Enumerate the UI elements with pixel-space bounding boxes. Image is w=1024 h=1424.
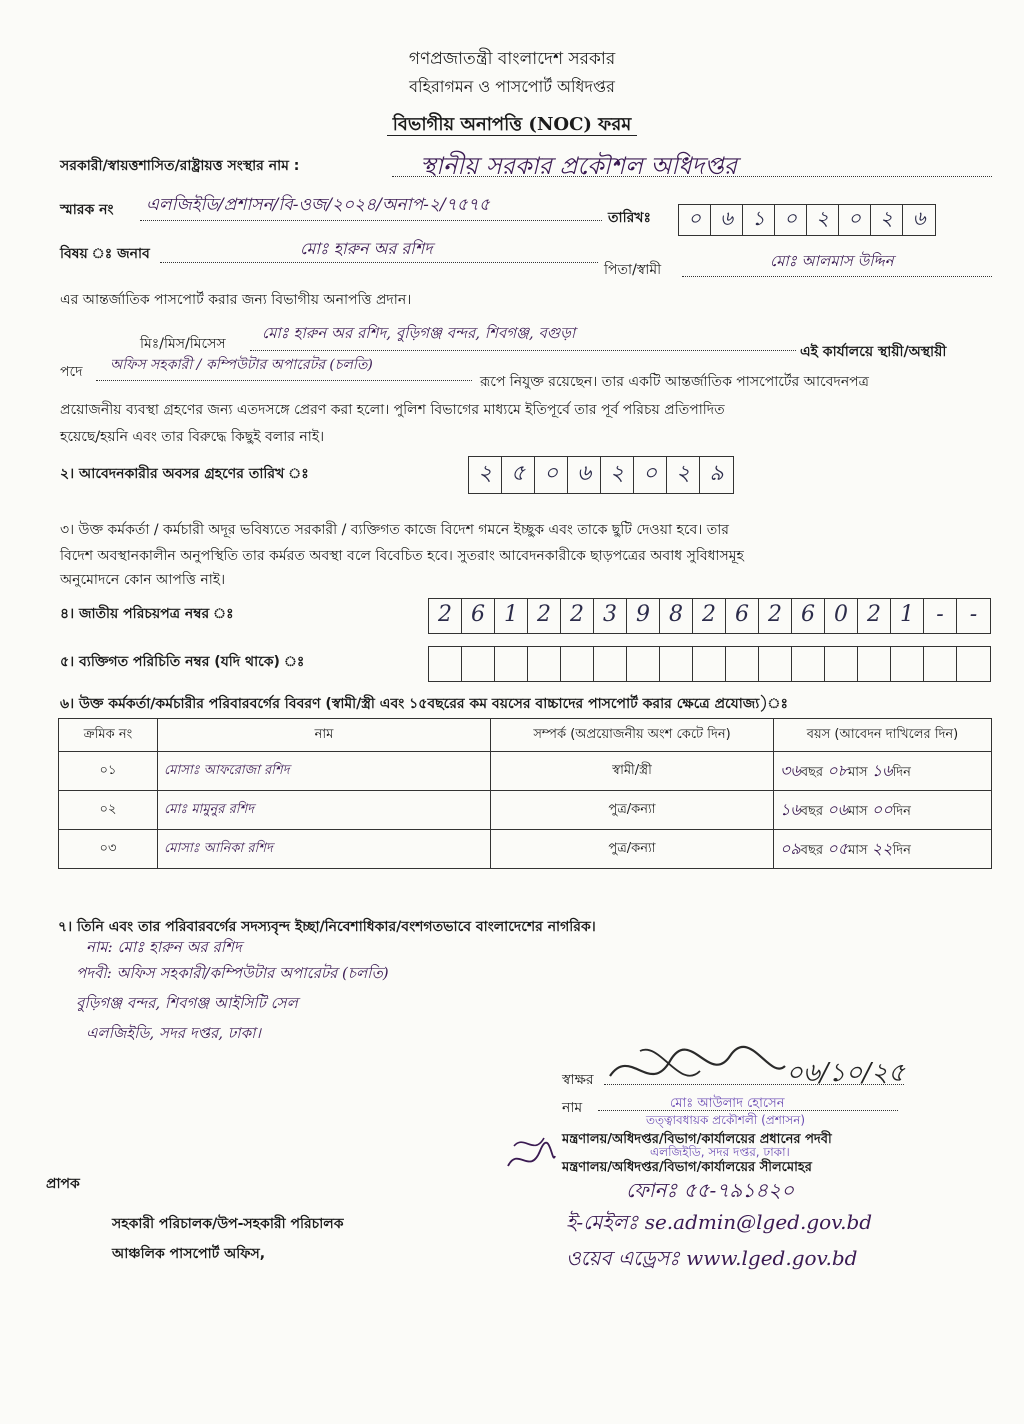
post-label: পদে bbox=[60, 364, 83, 380]
row-age bbox=[774, 752, 992, 791]
date-boxes bbox=[678, 204, 936, 236]
dateBoxes-cell: ২ bbox=[871, 205, 903, 235]
col-sl: ক্রমিক নং bbox=[59, 719, 158, 752]
retireBoxes-cell: ০ bbox=[535, 457, 568, 493]
dateBoxes-cell: ২ bbox=[807, 205, 839, 235]
dateBoxes-cell: ০ bbox=[775, 205, 807, 235]
memo-dotline bbox=[140, 220, 602, 221]
row-age bbox=[774, 791, 992, 830]
nidBoxes-cell: 2 bbox=[858, 599, 891, 633]
dateBoxes-cell: ১ bbox=[743, 205, 775, 235]
mr-label: মিঃ/মিস/মিসেস bbox=[140, 336, 226, 352]
name-label: নাম bbox=[562, 1100, 583, 1116]
form-title-text: বিভাগীয় অনাপত্তি (NOC) ফরম bbox=[387, 114, 638, 136]
pinBoxes-cell bbox=[759, 647, 792, 681]
nidBoxes-cell: 1 bbox=[495, 599, 528, 633]
seal-label: মন্ত্রণালয়/অধিদপ্তর/বিভাগ/কার্যালয়ের সীলমোহর bbox=[562, 1160, 812, 1175]
row-name: মোসাঃ আফরোজা রশিদ bbox=[158, 752, 491, 791]
web-value: ওয়েব এড্রেসঃ www.lged.gov.bd bbox=[566, 1246, 858, 1270]
row-sl: ০২ bbox=[59, 791, 158, 830]
item7-text: ৭। তিনি এবং তার পরিবারবর্গের সদস্যবৃন্দ ইচ্ছা/নিবেশাধিকার/বংশগতভাবে বাংলাদেশের নাগরিক। bbox=[58, 919, 596, 935]
pinBoxes-cell bbox=[462, 647, 495, 681]
org-label: সরকারী/স্বায়ত্তশাসিত/রাষ্ট্রায়ত্ত সংস্থার নাম : bbox=[60, 158, 300, 174]
retire-date-boxes bbox=[468, 456, 734, 494]
pinBoxes-cell bbox=[825, 647, 858, 681]
row-sl: ০৩ bbox=[59, 830, 158, 869]
month-word: মাস bbox=[848, 842, 868, 858]
age-months: ০৮ bbox=[827, 760, 849, 780]
department-title: বহিরাগমন ও পাসপোর্ট অধিদপ্তর bbox=[409, 77, 615, 96]
item5-label: ৫। ব্যক্তিগত পরিচিতি নম্বর (যদি থাকে) ঃ bbox=[60, 654, 305, 670]
nidBoxes-cell: 8 bbox=[660, 599, 693, 633]
seal-name: মোঃ আউলাদ হোসেন bbox=[670, 1096, 785, 1111]
father-dotline bbox=[682, 276, 992, 277]
sign-date: ০৬/১০/২৫ bbox=[786, 1058, 905, 1088]
age-months: ০৬ bbox=[827, 799, 849, 819]
note-line-3: বুড়িগঞ্জ বন্দর, শিবগঞ্জ আইসিটি সেল bbox=[76, 994, 298, 1012]
nidBoxes-cell: - bbox=[969, 602, 978, 627]
age-days: ০০ bbox=[871, 799, 893, 819]
note-line-1: নাম: মোঃ হারুন অর রশিদ bbox=[86, 938, 242, 956]
signature-scribble bbox=[600, 1036, 790, 1100]
memo-value: এলজিইডি/প্রশাসন/বি-ওজ/২০২৪/অনাপ-২/৭৫৭৫ bbox=[146, 195, 490, 215]
pinBoxes-cell bbox=[429, 647, 462, 681]
month-word: মাস bbox=[848, 764, 868, 780]
nidBoxes-cell: 2 bbox=[528, 599, 561, 633]
pinBoxes-cell bbox=[792, 647, 825, 681]
desig-label: মন্ত্রণালয়/অধিদপ্তর/বিভাগ/কার্যালয়ের প্রধানের পদবী bbox=[562, 1132, 832, 1147]
nidBoxes-cell: 2 bbox=[429, 599, 462, 633]
pinBoxes-cell bbox=[858, 647, 891, 681]
nidBoxes-cell: - bbox=[924, 599, 957, 633]
table-row bbox=[59, 791, 992, 830]
nidBoxes-cell: 6 bbox=[792, 599, 825, 633]
year-word: বছর bbox=[800, 764, 824, 780]
item3-line1: ৩। উক্ত কর্মকর্তা / কর্মচারী অদূর ভবিষ্যতে সরকারী / ব্যক্তিগত কাজে বিদেশ গমনে ইচ্ছুক এবং তাকে ছুটি দেওয়া হবে। তার bbox=[60, 522, 729, 538]
item6-label: ৬। উক্ত কর্মকর্তা/কর্মচারীর পরিবারবর্গের বিবরণ (স্বামী/স্ত্রী এবং ১৫বছরের কম বয়সের বাচ্চাদের পাসপোর্ট করার ক্ষেত্রে প্রযোজ্য)ঃ bbox=[60, 696, 788, 712]
pinBoxes-cell bbox=[693, 647, 726, 681]
row-name: মোসাঃ আনিকা রশিদ bbox=[158, 830, 491, 869]
nidBoxes-cell: 9 bbox=[627, 599, 660, 633]
nidBoxes-cell: 0 bbox=[825, 599, 858, 633]
age-years: ০৯ bbox=[780, 838, 801, 858]
pinBoxes-cell bbox=[528, 647, 561, 681]
col-relation: সম্পর্ক (অপ্রয়োজনীয় অংশ কেটে দিন) bbox=[491, 719, 774, 752]
nid-boxes bbox=[428, 598, 991, 634]
row-age bbox=[774, 830, 992, 869]
pinBoxes-cell bbox=[561, 647, 594, 681]
recipient-label: প্রাপক bbox=[46, 1176, 80, 1192]
row-relation: পুত্র/কন্যা bbox=[491, 791, 774, 830]
day-word: দিন bbox=[892, 764, 911, 780]
month-word: মাস bbox=[848, 803, 868, 819]
item3-line2: বিদেশ অবস্থানকালীন অনুপস্থিতি তার কর্মরত অবস্থা বলে বিবেচিত হবে। সুতরাং আবেদনকারীকে ছাড়পত্রের অবাধ সুবিধাসমূহ bbox=[60, 548, 744, 564]
year-word: বছর bbox=[800, 803, 824, 819]
retireBoxes-cell: ০ bbox=[634, 457, 667, 493]
dateBoxes-cell: ৬ bbox=[912, 206, 926, 230]
form-title bbox=[0, 110, 1024, 141]
note-line-4: এলজিইডি, সদর দপ্তর, ঢাকা। bbox=[86, 1024, 261, 1042]
post-dotline bbox=[96, 380, 472, 381]
seal-org: এলজিইডি, সদর দপ্তর, ঢাকা। bbox=[650, 1145, 790, 1159]
nidBoxes-cell: 6 bbox=[462, 599, 495, 633]
age-months: ০৫ bbox=[827, 838, 848, 858]
retireBoxes-cell: ২ bbox=[469, 457, 502, 493]
initials-scribble bbox=[500, 1126, 560, 1186]
pinBoxes-cell bbox=[594, 647, 627, 681]
para-line2: প্রয়োজনীয় ব্যবস্থা গ্রহণের জন্য এতদসঙ্গে প্রেরণ করা হলো। পুলিশ বিভাগের মাধ্যমে ইতিপূর্বে তার পূর্ব পরিচয় প্রতিপাদিত bbox=[60, 402, 725, 418]
para-line1: রূপে নিযুক্ত রয়েছেন। তার একটি আন্তর্জাতিক পাসপোর্টের আবেদনপত্র bbox=[480, 374, 869, 390]
table-row bbox=[59, 752, 992, 791]
pinBoxes-cell bbox=[660, 647, 693, 681]
family-table-header bbox=[59, 719, 992, 752]
family-table bbox=[58, 718, 992, 869]
date-label: তারিখঃ bbox=[608, 210, 651, 226]
nidBoxes-cell: 2 bbox=[561, 599, 594, 633]
nidBoxes-cell: 2 bbox=[693, 599, 726, 633]
age-days: ২২ bbox=[871, 838, 893, 858]
subject-value: মোঃ হারুন অর রশিদ bbox=[300, 239, 433, 258]
recipient-line2: আঞ্চলিক পাসপোর্ট অফিস, bbox=[112, 1246, 266, 1262]
father-label: পিতা/স্বামী bbox=[604, 262, 662, 278]
pinBoxes-cell bbox=[891, 647, 924, 681]
nidBoxes-cell: 2 bbox=[759, 599, 792, 633]
age-days: ১৬ bbox=[871, 760, 893, 780]
pinBoxes-cell bbox=[957, 647, 990, 681]
phone-value: ফোনঃ ৫৫-৭৯১৪২০ bbox=[626, 1178, 795, 1202]
age-years: ৩৬ bbox=[780, 760, 801, 780]
retireBoxes-cell: ৯ bbox=[709, 461, 724, 486]
item2-label: ২। আবেদনকারীর অবসর গ্রহণের তারিখ ঃ bbox=[60, 466, 309, 482]
row-name: মোঃ মামুনুর রশিদ bbox=[158, 791, 491, 830]
personal-id-boxes bbox=[428, 646, 991, 682]
item3-line3: অনুমোদনে কোন আপত্তি নাই। bbox=[60, 572, 226, 588]
table-row bbox=[59, 830, 992, 869]
govt-title: গণপ্রজাতন্ত্রী বাংলাদেশ সরকার bbox=[408, 49, 616, 69]
dateBoxes-cell: ০ bbox=[679, 205, 711, 235]
pinBoxes-cell bbox=[627, 647, 660, 681]
office-text: এই কার্যালয়ে স্থায়ী/অস্থায়ী bbox=[800, 344, 947, 360]
para-line3: হয়েছে/হয়নি এবং তার বিরুদ্ধে কিছুই বলার নাই। bbox=[60, 429, 325, 445]
mr-value: মোঃ হারুন অর রশিদ, বুড়িগঞ্জ বন্দর, শিবগঞ্জ, বগুড়া bbox=[262, 324, 576, 342]
pinBoxes-cell bbox=[726, 647, 759, 681]
purpose-text: এর আন্তর্জাতিক পাসপোর্ট করার জন্য বিভাগীয় অনাপত্তি প্রদান। bbox=[60, 292, 412, 308]
subject-label: বিষয় ঃ জনাব bbox=[60, 246, 150, 262]
retireBoxes-cell: ৬ bbox=[568, 457, 601, 493]
dateBoxes-cell: ০ bbox=[839, 205, 871, 235]
dateBoxes-cell: ৬ bbox=[711, 205, 743, 235]
row-relation: স্বামী/স্ত্রী bbox=[491, 752, 774, 791]
day-word: দিন bbox=[892, 803, 911, 819]
nidBoxes-cell: 1 bbox=[891, 599, 924, 633]
note-line-2: পদবী: অফিস সহকারী/কম্পিউটার অপারেটর (চলতি) bbox=[76, 964, 389, 982]
pinBoxes-cell bbox=[924, 647, 957, 681]
nidBoxes-cell: 3 bbox=[594, 599, 627, 633]
row-relation: পুত্র/কন্যা bbox=[491, 830, 774, 869]
col-age: বয়স (আবেদন দাখিলের দিন) bbox=[774, 719, 992, 752]
retireBoxes-cell: ২ bbox=[667, 457, 700, 493]
item4-label: ৪। জাতীয় পরিচয়পত্র নম্বর ঃ bbox=[60, 606, 234, 622]
seal-title: তত্ত্বাবধায়ক প্রকৌশলী (প্রশাসন) bbox=[646, 1113, 806, 1127]
pinBoxes-cell bbox=[495, 647, 528, 681]
memo-label: স্মারক নং bbox=[60, 202, 114, 218]
day-word: দিন bbox=[892, 842, 911, 858]
post-value: অফিস সহকারী / কম্পিউটার অপারেটর (চলতি) bbox=[110, 357, 373, 373]
year-word: বছর bbox=[800, 842, 824, 858]
sign-label: স্বাক্ষর bbox=[562, 1072, 594, 1088]
recipient-line1: সহকারী পরিচালক/উপ-সহকারী পরিচালক bbox=[112, 1216, 344, 1232]
nidBoxes-cell: 6 bbox=[726, 599, 759, 633]
father-value: মোঃ আলমাস উদ্দিন bbox=[770, 252, 894, 270]
org-value: স্থানীয় সরকার প্রকৌশল অধিদপ্তর bbox=[420, 152, 738, 180]
col-name: নাম bbox=[158, 719, 491, 752]
retireBoxes-cell: ২ bbox=[601, 457, 634, 493]
email-value: ই-মেইলঃ se.admin@lged.gov.bd bbox=[566, 1210, 873, 1234]
retireBoxes-cell: ৫ bbox=[502, 457, 535, 493]
age-years: ১৬ bbox=[780, 799, 801, 819]
mr-dotline bbox=[250, 350, 796, 351]
row-sl: ০১ bbox=[59, 752, 158, 791]
